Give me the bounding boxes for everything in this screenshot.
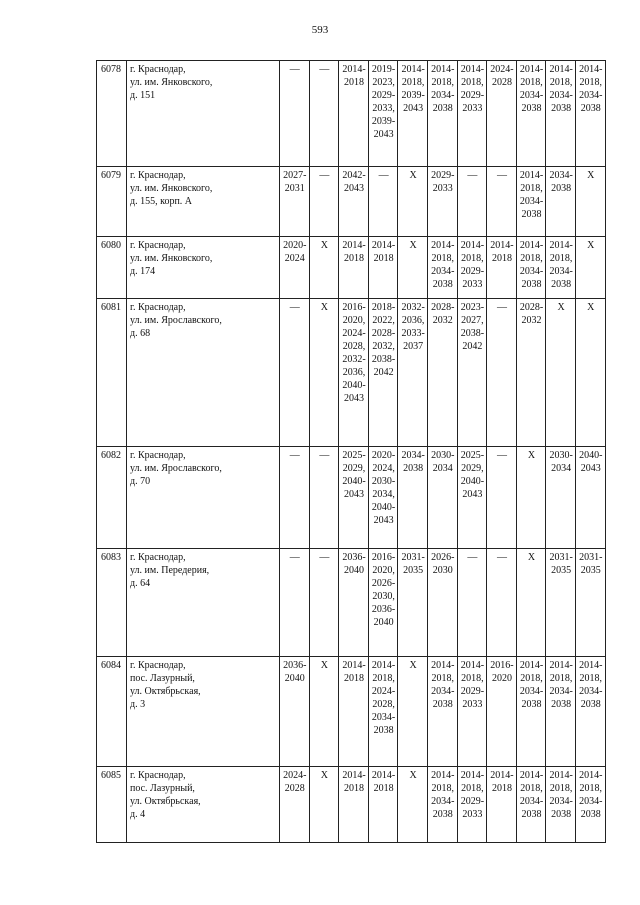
schedule-cell: 2030- 2034 (427, 447, 457, 549)
repair-schedule-table (96, 60, 606, 843)
schedule-cell: 2014- 2018 (339, 657, 369, 767)
schedule-cell: — (487, 549, 517, 657)
building-address: г. Краснодар, ул. им. Янковского, д. 174 (127, 237, 280, 299)
schedule-cell: — (487, 299, 517, 447)
table-row (97, 61, 606, 167)
schedule-cell: Х (575, 299, 605, 447)
schedule-cell: 2026- 2030 (427, 549, 457, 657)
schedule-cell: — (368, 167, 398, 237)
schedule-cell: 2031- 2035 (575, 549, 605, 657)
schedule-cell: 2014- 2018 (487, 767, 517, 843)
schedule-cell: 2014- 2018, 2029- 2033 (457, 237, 487, 299)
row-number: 6081 (97, 299, 127, 447)
row-number: 6085 (97, 767, 127, 843)
schedule-cell: 2014- 2018, 2034- 2038 (575, 657, 605, 767)
schedule-cell: 2014- 2018, 2034- 2038 (516, 61, 546, 167)
schedule-cell: 2014- 2018 (368, 767, 398, 843)
schedule-cell: Х (309, 657, 339, 767)
schedule-cell: 2034- 2038 (398, 447, 428, 549)
schedule-cell: Х (575, 237, 605, 299)
table-row (97, 447, 606, 549)
table-row (97, 767, 606, 843)
schedule-cell: 2014- 2018 (339, 767, 369, 843)
schedule-cell: 2028- 2032 (427, 299, 457, 447)
row-number: 6083 (97, 549, 127, 657)
schedule-cell: 2029- 2033 (427, 167, 457, 237)
table-row (97, 299, 606, 447)
schedule-cell: — (309, 549, 339, 657)
schedule-cell: Х (309, 299, 339, 447)
schedule-cell: 2014- 2018, 2034- 2038 (427, 767, 457, 843)
schedule-cell: 2028- 2032 (516, 299, 546, 447)
schedule-cell: 2014- 2018, 2039- 2043 (398, 61, 428, 167)
schedule-cell: — (280, 549, 310, 657)
schedule-cell: 2042- 2043 (339, 167, 369, 237)
row-number: 6078 (97, 61, 127, 167)
schedule-cell: — (457, 167, 487, 237)
schedule-cell: 2014- 2018, 2034- 2038 (427, 237, 457, 299)
schedule-cell: 2014- 2018 (487, 237, 517, 299)
schedule-cell: 2014- 2018, 2034- 2038 (575, 61, 605, 167)
schedule-cell: 2034- 2038 (546, 167, 576, 237)
schedule-cell: 2014- 2018, 2034- 2038 (516, 167, 546, 237)
schedule-cell: Х (575, 167, 605, 237)
schedule-cell: Х (309, 237, 339, 299)
schedule-cell: Х (546, 299, 576, 447)
schedule-cell: 2016- 2020, 2024- 2028, 2032- 2036, 2040- 2043 (339, 299, 369, 447)
schedule-cell: 2014- 2018, 2034- 2038 (575, 767, 605, 843)
schedule-cell: 2018- 2022, 2028- 2032, 2038- 2042 (368, 299, 398, 447)
schedule-cell: 2014- 2018 (339, 61, 369, 167)
schedule-cell: 2023- 2027, 2038- 2042 (457, 299, 487, 447)
schedule-cell: 2027- 2031 (280, 167, 310, 237)
schedule-cell: — (280, 447, 310, 549)
table-row (97, 167, 606, 237)
schedule-cell: 2014- 2018, 2034- 2038 (516, 657, 546, 767)
schedule-cell: — (309, 167, 339, 237)
schedule-cell: Х (516, 549, 546, 657)
building-address: г. Краснодар, ул. им. Ярославского, д. 70 (127, 447, 280, 549)
schedule-cell: 2040- 2043 (575, 447, 605, 549)
row-number: 6079 (97, 167, 127, 237)
table-row (97, 657, 606, 767)
schedule-cell: — (309, 61, 339, 167)
schedule-cell: Х (516, 447, 546, 549)
schedule-cell: Х (398, 237, 428, 299)
schedule-cell: — (487, 447, 517, 549)
schedule-cell: 2030- 2034 (546, 447, 576, 549)
schedule-cell: 2020- 2024, 2030- 2034, 2040- 2043 (368, 447, 398, 549)
schedule-cell: 2014- 2018, 2034- 2038 (516, 767, 546, 843)
building-address: г. Краснодар, ул. им. Янковского, д. 151 (127, 61, 280, 167)
schedule-cell: — (487, 167, 517, 237)
table-row (97, 237, 606, 299)
schedule-cell: 2014- 2018, 2034- 2038 (516, 237, 546, 299)
schedule-cell: 2014- 2018, 2034- 2038 (546, 657, 576, 767)
table-row (97, 549, 606, 657)
schedule-cell: 2019- 2023, 2029- 2033, 2039- 2043 (368, 61, 398, 167)
schedule-cell: 2024- 2028 (487, 61, 517, 167)
row-number: 6082 (97, 447, 127, 549)
row-number: 6084 (97, 657, 127, 767)
schedule-cell: 2014- 2018, 2024- 2028, 2034- 2038 (368, 657, 398, 767)
schedule-cell: 2014- 2018, 2029- 2033 (457, 61, 487, 167)
building-address: г. Краснодар, пос. Лазурный, ул. Октябрьская, д. 4 (127, 767, 280, 843)
schedule-cell: 2014- 2018, 2034- 2038 (427, 657, 457, 767)
schedule-cell: 2020- 2024 (280, 237, 310, 299)
schedule-cell: — (280, 61, 310, 167)
building-address: г. Краснодар, пос. Лазурный, ул. Октябрьская, д. 3 (127, 657, 280, 767)
schedule-cell: 2014- 2018 (368, 237, 398, 299)
schedule-cell: 2014- 2018, 2029- 2033 (457, 767, 487, 843)
schedule-cell: 2032- 2036, 2033- 2037 (398, 299, 428, 447)
building-address: г. Краснодар, ул. им. Янковского, д. 155, корп. А (127, 167, 280, 237)
schedule-cell: 2014- 2018 (339, 237, 369, 299)
schedule-cell: 2014- 2018, 2034- 2038 (427, 61, 457, 167)
page-number: 593 (311, 24, 329, 36)
schedule-cell: 2031- 2035 (398, 549, 428, 657)
schedule-cell: Х (309, 767, 339, 843)
building-address: г. Краснодар, ул. им. Ярославского, д. 68 (127, 299, 280, 447)
schedule-cell: 2024- 2028 (280, 767, 310, 843)
schedule-cell: 2014- 2018, 2029- 2033 (457, 657, 487, 767)
schedule-cell: 2014- 2018, 2034- 2038 (546, 237, 576, 299)
schedule-cell: — (309, 447, 339, 549)
schedule-cell: 2016- 2020, 2026- 2030, 2036- 2040 (368, 549, 398, 657)
schedule-cell: 2014- 2018, 2034- 2038 (546, 767, 576, 843)
row-number: 6080 (97, 237, 127, 299)
schedule-cell: 2025- 2029, 2040- 2043 (339, 447, 369, 549)
schedule-cell: 2036- 2040 (339, 549, 369, 657)
building-address: г. Краснодар, ул. им. Передерия, д. 64 (127, 549, 280, 657)
schedule-cell: Х (398, 767, 428, 843)
schedule-cell: Х (398, 657, 428, 767)
schedule-cell: — (457, 549, 487, 657)
schedule-cell: 2016- 2020 (487, 657, 517, 767)
schedule-cell: Х (398, 167, 428, 237)
schedule-cell: 2025- 2029, 2040- 2043 (457, 447, 487, 549)
schedule-cell: — (280, 299, 310, 447)
schedule-cell: 2036- 2040 (280, 657, 310, 767)
schedule-cell: 2014- 2018, 2034- 2038 (546, 61, 576, 167)
schedule-cell: 2031- 2035 (546, 549, 576, 657)
